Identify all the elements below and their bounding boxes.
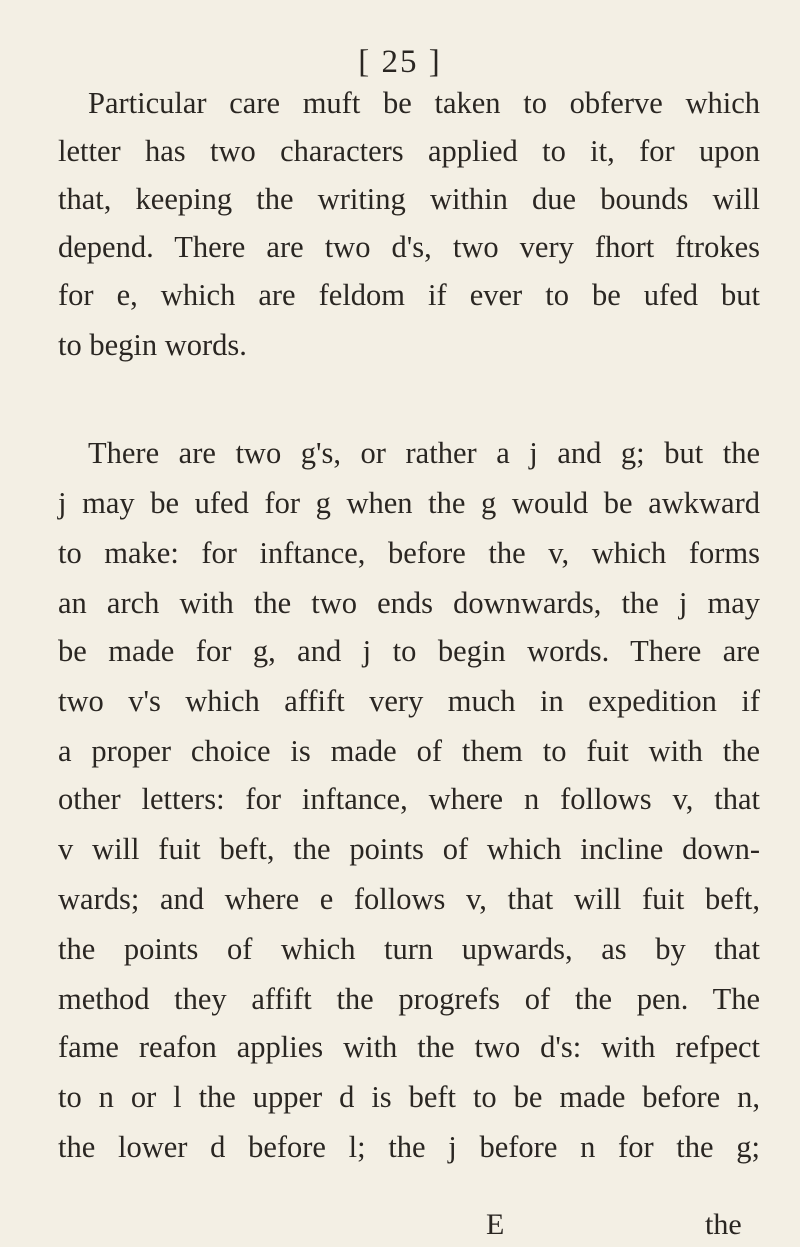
text-line: the points of which turn upwards, as by that — [58, 932, 760, 966]
text-line: method they affift the progrefs of the pen. The — [58, 982, 760, 1016]
text-line: Particular care muft be taken to obferve which — [88, 86, 760, 120]
page-number-header: [ 25 ] — [358, 44, 442, 80]
text-line: letter has two characters applied to it, for upon — [58, 134, 760, 168]
text-line: j may be ufed for g when the g would be awkward — [58, 486, 760, 520]
text-line: fame reafon applies with the two d's: with refpect — [58, 1030, 760, 1064]
text-line: wards; and where e follows v, that will fuit beft, — [58, 882, 760, 916]
catchword: the — [705, 1208, 742, 1241]
text-line: the lower d before l; the j before n for the g; — [58, 1130, 760, 1164]
text-line: v will fuit beft, the points of which incline down- — [58, 832, 760, 866]
text-line: There are two g's, or rather a j and g; but the — [88, 436, 760, 470]
text-line: to make: for inftance, before the v, which forms — [58, 536, 760, 570]
text-line: to begin words. — [58, 328, 247, 362]
text-line: depend. There are two d's, two very fhort ftrokes — [58, 230, 760, 264]
text-line: other letters: for inftance, where n follows v, that — [58, 782, 760, 816]
text-line: that, keeping the writing within due bounds will — [58, 182, 760, 216]
text-line: a proper choice is made of them to fuit with the — [58, 734, 760, 768]
text-line: for e, which are feldom if ever to be ufed but — [58, 278, 760, 312]
text-line: be made for g, and j to begin words. There are — [58, 634, 760, 668]
text-line: an arch with the two ends downwards, the j may — [58, 586, 760, 620]
text-line: two v's which affift very much in expedition if — [58, 684, 760, 718]
text-line: to n or l the upper d is beft to be made before n, — [58, 1080, 760, 1114]
signature-mark: E — [486, 1208, 505, 1241]
